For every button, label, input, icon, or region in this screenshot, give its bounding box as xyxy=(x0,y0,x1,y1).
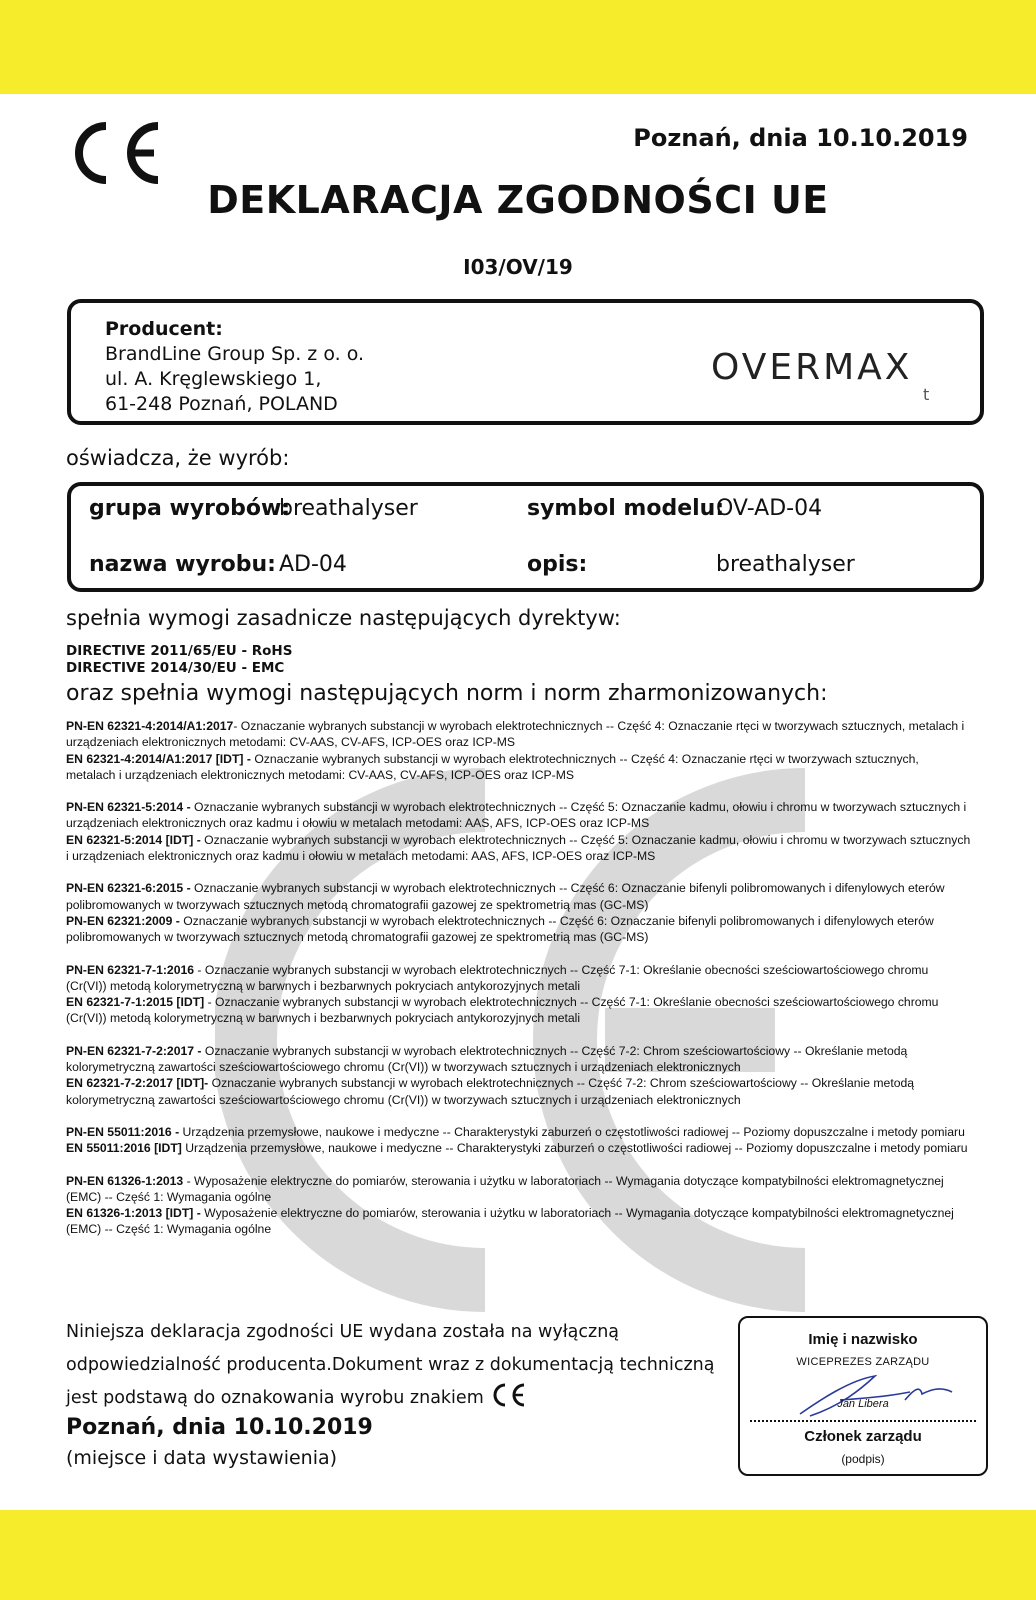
norm-line xyxy=(66,913,971,946)
footer-place-note: (miejsce i data wystawienia) xyxy=(66,1447,338,1469)
producer-city: 61-248 Poznań, POLAND xyxy=(105,393,338,415)
norm-line xyxy=(66,799,971,832)
norm-group xyxy=(66,1173,971,1238)
norm-line xyxy=(66,994,971,1027)
norm-text: Oznaczanie wybranych substancji w wyrobach elektrotechnicznych -- Część 5: Oznaczanie kadmu, ołowiu i chromu w tworzywach sztucznych i urządzeniach elektronicznych oraz kadmu i ołowiu w metalach metodami: AAS, AFS, ICP-OES oraz ICP-MS xyxy=(66,800,967,831)
norm-line xyxy=(66,1124,971,1140)
signature-box xyxy=(738,1316,988,1476)
product-name-label: nazwa wyrobu: xyxy=(89,552,276,577)
final-statement-text: Niniejsza deklaracja zgodności UE wydana została na wyłączną odpowiedzialność producenta.Dokument wraz z dokumentacją techniczną jest podstawą do oznakowania wyrobu znakiem xyxy=(66,1322,715,1408)
norm-text: Oznaczanie wybranych substancji w wyrobach elektrotechnicznych -- Część 7-2: Chrom sześciowartościowy -- Określanie metodą kolorymetryczną zawartości sześciowartościowego chromu (Cr(VI)) w tworzywach sztucznych i urządzeniach elektronicznych xyxy=(66,1076,915,1107)
signature-role: Członek zarządu xyxy=(804,1428,922,1445)
norm-line xyxy=(66,1140,971,1156)
producer-address xyxy=(105,317,364,417)
signature-dotted-line xyxy=(750,1420,976,1422)
norm-text: Oznaczanie wybranych substancji w wyrobach elektrotechnicznych -- Część 6: Oznaczanie bifenyli polibromowanych i difenylowych eterów polibromowanych w tworzywach sztucznych metodą chromatografii gazowej ze spektrometrią mas (GC-MS) xyxy=(66,913,934,945)
norm-line xyxy=(66,1043,971,1076)
footer-date: Poznań, dnia 10.10.2019 xyxy=(66,1415,373,1440)
ce-mark-icon xyxy=(66,120,162,186)
norm-text: - Oznaczanie wybranych substancji w wyrobach elektrotechnicznych -- Część 7-1: Określanie obecności sześciowartościowego chromu (Cr(VI)) metodą kolorymetryczną w barwnych i bezbarwnych pokryciach antykorozyjnych metali xyxy=(66,995,939,1026)
norm-line xyxy=(66,832,971,865)
product-desc-value: breathalyser xyxy=(716,552,855,577)
norm-code: EN 62321-7-1:2015 [IDT] xyxy=(66,995,205,1010)
norm-line xyxy=(66,1173,971,1206)
directive-item: DIRECTIVE 2011/65/EU - RoHS xyxy=(66,643,293,659)
meets-directives-text: spełnia wymogi zasadnicze następujących dyrektyw: xyxy=(66,606,621,630)
norm-text: - Oznaczanie wybranych substancji w wyrobach elektrotechnicznych -- Część 7-1: Określanie obecności sześciowartościowego chromu (Cr(VI)) metodą kolorymetryczną w barwnych i bezbarwnych pokryciach antykorozyjnych metali xyxy=(66,962,929,993)
norm-line xyxy=(66,751,971,784)
handwritten-signature xyxy=(780,1370,960,1420)
header-date: Poznań, dnia 10.10.2019 xyxy=(633,124,968,152)
norm-line xyxy=(66,1205,971,1238)
norm-text: - Wyposażenie elektryczne do pomiarów, sterowania i użytku w laboratoriach -- Wymagania dotyczące kompatybilności elektromagnetycznej (EMC) -- Część 1: Wymagania ogólne xyxy=(66,1173,944,1204)
norm-code: PN-EN 61326-1:2013 xyxy=(66,1173,184,1188)
declares-text: oświadcza, że wyrób: xyxy=(66,446,290,470)
norm-text: - Oznaczanie wybranych substancji w wyrobach elektrotechnicznych -- Część 4: Oznaczanie rtęci w tworzywach sztucznych, metalach i urządzeniach elektronicznych metodami: CV-AAS, CV-AFS, ICP-OES oraz ICP-MS xyxy=(66,719,965,750)
norm-line xyxy=(66,1075,971,1108)
signature-stamp-name: Jan Libera xyxy=(837,1398,889,1410)
producer-name: BrandLine Group Sp. z o. o. xyxy=(105,343,365,365)
document-number: I03/OV/19 xyxy=(463,255,573,279)
final-statement xyxy=(66,1316,716,1415)
norm-group xyxy=(66,962,971,1027)
producer-street: ul. A. Kręglewskiego 1, xyxy=(105,368,322,390)
overmax-logo-text: OVERMAX xyxy=(711,347,913,385)
norm-text: Urządzenia przemysłowe, naukowe i medyczne -- Charakterystyki zaburzeń o częstotliwości radiowej -- Poziomy dopuszczalne i metody pomiaru xyxy=(179,1124,965,1139)
directive-item: DIRECTIVE 2014/30/EU - EMC xyxy=(66,660,285,676)
norm-text: Wyposażenie elektryczne do pomiarów, sterowania i użytku w laboratoriach -- Wymagania dotyczące kompatybilności elektromagnetycznej (EMC) -- Część 1: Wymagania ogólne xyxy=(66,1206,954,1237)
overmax-logo-sub: t xyxy=(923,385,930,404)
norm-text: Oznaczanie wybranych substancji w wyrobach elektrotechnicznych -- Część 4: Oznaczanie rtęci w tworzywach sztucznych, metalach i urządzeniach elektronicznych metodami: CV-AAS, CV-AFS, ICP-OES oraz ICP-MS xyxy=(66,751,919,782)
norm-line xyxy=(66,880,971,913)
norm-group xyxy=(66,799,971,864)
norm-code: PN-EN 62321-6:2015 - xyxy=(66,881,191,896)
bottom-yellow-band xyxy=(0,1510,1036,1600)
norm-line xyxy=(66,718,971,751)
document-title: DEKLARACJA ZGODNOŚCI UE xyxy=(207,178,829,222)
directives-list xyxy=(66,643,292,677)
product-model-value: OV-AD-04 xyxy=(716,496,823,521)
norm-code: PN-EN 62321-5:2014 - xyxy=(66,800,191,815)
top-yellow-band xyxy=(0,0,1036,94)
signature-stamp-title: WICEPREZES ZARZĄDU xyxy=(796,1356,930,1368)
norm-code: EN 62321-7-2:2017 [IDT]- xyxy=(66,1076,209,1091)
norm-code: PN-EN 62321-4:2014/A1:2017 xyxy=(66,719,234,733)
ce-mark-small-icon xyxy=(490,1383,526,1407)
producer-label: Producent: xyxy=(105,318,223,340)
norm-text: Oznaczanie wybranych substancji w wyrobach elektrotechnicznych -- Część 6: Oznaczanie bifenyli polibromowanych i difenylowych eterów polibromowanych w tworzywach sztucznych metodą chromatografii gazowej ze spektrometrią mas (GC-MS) xyxy=(66,881,945,912)
product-group-value: breathalyser xyxy=(279,496,418,521)
norm-line xyxy=(66,962,971,995)
norms-list xyxy=(66,718,971,1254)
signature-name-label: Imię i nazwisko xyxy=(808,1331,918,1348)
product-box xyxy=(67,482,984,592)
norm-code: EN 55011:2016 [IDT] xyxy=(66,1141,182,1156)
overmax-logo xyxy=(711,345,931,385)
norm-code: PN-EN 62321-7-1:2016 xyxy=(66,962,195,977)
norm-code: EN 61326-1:2013 [IDT] - xyxy=(66,1206,201,1221)
product-model-label: symbol modelu: xyxy=(527,496,725,521)
product-group-label: grupa wyrobów: xyxy=(89,496,291,521)
producer-box xyxy=(67,299,984,425)
signature-note: (podpis) xyxy=(841,1452,885,1466)
norm-group xyxy=(66,1043,971,1108)
norm-code: EN 62321-5:2014 [IDT] - xyxy=(66,832,201,847)
norm-code: PN-EN 62321-7-2:2017 - xyxy=(66,1043,202,1058)
norm-code: PN-EN 55011:2016 - xyxy=(66,1124,180,1139)
norm-group xyxy=(66,1124,971,1157)
norm-text: Oznaczanie wybranych substancji w wyrobach elektrotechnicznych -- Część 5: Oznaczanie kadmu, ołowiu i chromu w tworzywach sztucznych i urządzeniach elektronicznych oraz kadmu i ołowiu w metalach metodami: AAS, AFS, ICP-OES oraz ICP-MS xyxy=(66,832,971,864)
norms-intro-text: oraz spełnia wymogi następujących norm i norm zharmonizowanych: xyxy=(66,681,828,706)
norm-group xyxy=(66,880,971,945)
norm-code: PN-EN 62321:2009 - xyxy=(66,913,180,928)
product-desc-label: opis: xyxy=(527,552,588,577)
norm-code: EN 62321-4:2014/A1:2017 [IDT] - xyxy=(66,751,251,766)
norm-group xyxy=(66,718,971,783)
product-name-value: AD-04 xyxy=(279,552,347,577)
norm-text: Oznaczanie wybranych substancji w wyrobach elektrotechnicznych -- Część 7-2: Chrom sześciowartościowy -- Określanie metodą kolorymetryczną zawartości sześciowartościowego chromu (Cr(VI)) w tworzywach sztucznych i urządzeniach elektronicznych xyxy=(66,1043,908,1075)
norm-text: Urządzenia przemysłowe, naukowe i medyczne -- Charakterystyki zaburzeń o częstotliwości radiowej -- Poziomy dopuszczalne i metody pomiaru xyxy=(181,1141,968,1156)
